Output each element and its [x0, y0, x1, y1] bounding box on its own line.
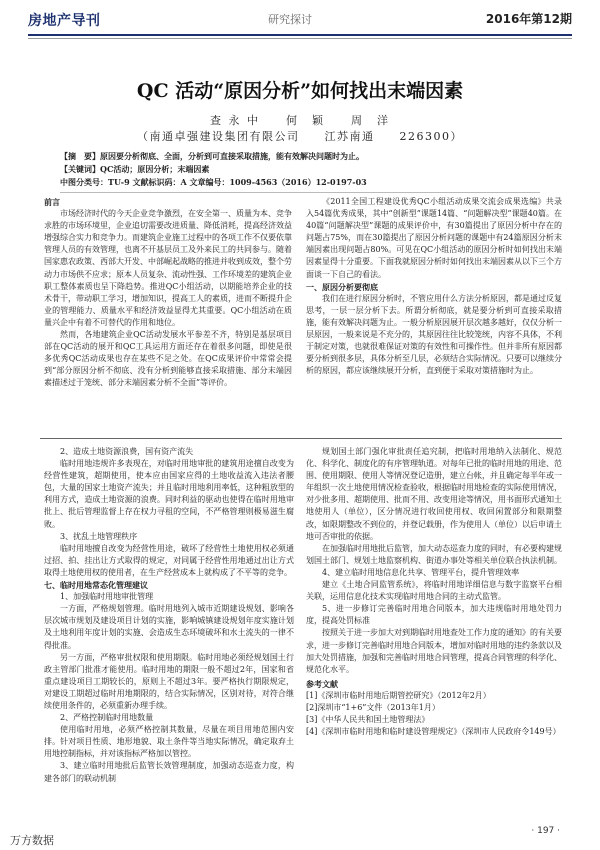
page-header: [28, 0, 572, 36]
paragraph: 使用临时用地，必须严格控制其数量，尽量在项目用地范围内安排。针对项目性质、地形地貌、取土条件等当地实际情况，确定取弃土用地控制指标，并对该指标严格加以管控。: [44, 725, 294, 759]
paragraph: 2、造成土地资源浪费，国有资产流失: [60, 447, 194, 456]
paragraph: 1、加强临时用地审批管理: [60, 592, 154, 602]
references-title: 参考文献: [306, 678, 338, 689]
body-column-2: [306, 196, 562, 440]
abstract-text: 原因要分析彻底、全面，分析到可直接采取措施，能有效解决问题时为止。: [100, 151, 364, 161]
section-divider: [40, 438, 562, 439]
reference-item: [4]《深圳市临时用地和临时建设管理规定》（深圳市人民政府令149号）: [306, 727, 561, 737]
article-affiliation: （南通卓强建设集团有限公司 江苏南通 226300）: [137, 130, 463, 143]
references-list: [306, 690, 562, 738]
page-number: · 197 ·: [531, 826, 560, 836]
meta-rule: [60, 192, 540, 193]
header-rule: [28, 34, 572, 36]
paragraph: 一方面，严格规划管理。临时用地列入城市近期建设规划、影响各层次城市规划及建设项目计划的实施，影响城镇建设规划年度实施计划及土地利用年度计划的实施、会造成生态环境破坏和水土流失的一律不得批准。: [44, 604, 294, 650]
paragraph: 市场经济时代的今天企业竞争激烈，在安全第一、质量为本、竞争求胜的市场环境里，企业追切需要改进质量、降低消耗，提高经济效益增强综合实力和竞争力。而建筑企业施工过程中的各项工作不仅要依靠管理人员的有效管理，也离不开基层员工及外来民工的共同参与。随着国家惠农政策、西部大开发、中部崛起战略的推进并收到成效，整个劳动力市场供不应求；原本人员复杂、流动性强、工作环境差的建筑企业职工整体素质也呈下降趋势。推进QC小组活动，以期能培养企业的技术骨干，带动职工学习，增加知识，提高工人的素质，进而不断提升企业的管理能力、质量水平和经济效益显得尤其重要。QC小组活动在质量兴企中有着不可替代的作用和地位。: [44, 209, 292, 327]
article-authors: 查 永 中 何 颖 周 洋: [210, 114, 390, 127]
paragraph: 然而，各地建筑企业QC活动发展水平参差不齐，特别是基层项目部在QC活动的展开和QC工具运用方面还存在着很多问题，即使是很多优秀QC活动成果也存在某些不足之处。在QC成果评价中常常会提到“部分原因分析不彻底、没有分析到能够直接采取措施、部分末端因素描述过于笼统、部分末端因素分析不全面”等评价。: [44, 330, 292, 388]
section-heading: 一、原因分析要彻底: [306, 281, 378, 292]
paragraph: 4、建立临时用地信息化共享、管理平台，提升管理效率: [322, 567, 520, 577]
classification: 中图分类号：TU-9 文献标识码：A 文章编号：1009-4563（2016）12-0197-03: [60, 177, 367, 187]
paragraph: 5、进一步修订完善临时用地合同版本，加大违规临时用地处罚力度，提高处罚标准: [306, 604, 562, 626]
col4-body: [306, 446, 562, 676]
article-title: QC 活动“原因分析”如何找出末端因素: [136, 80, 464, 102]
footer-watermark: 万方数据: [10, 834, 54, 847]
journal-logo: 房地产导刊: [28, 13, 101, 29]
paragraph: 3、扰乱土地管理秩序: [60, 531, 138, 541]
body-column-3: [44, 446, 294, 808]
issue-number: 2016年第12期: [485, 12, 572, 26]
keywords: [60, 163, 540, 176]
paragraph: 在加强临时用地批后监管，加大动态巡查力度的同时，有必要构建规划国土部门、规划土地监察机构、街道办事处等相关单位联合执法机制。: [306, 543, 562, 565]
body-column-1: [44, 196, 292, 440]
section-name: 研究探讨: [268, 13, 312, 26]
keywords-text: QC活动；原因分析；末端因素: [100, 164, 210, 174]
paragraph: 《2011全国工程建设优秀QC小组活动成果交流会成果选编》共录入54篇优秀成果，其中“创新型”课题14篇、“问题解决型”课题40篇。在40篇“问题解决型”课题的成果评价中，有30篇提出了原因分析中存在的问题占75%，而在30篇提出了原因分析问题的课题中有24篇原因分析末端因素出现问题占80%。可见在QC小组活动的原因分析时如何找出末端因素显得十分重要。下面我就原因分析时如何找出末端因素从以下三个方面谈一下自己的看法。: [306, 197, 562, 279]
paragraph: 规划国土部门强化审批责任追究制，把临时用地纳入法制化、规范化、科学化、制度化的有序管理轨道。对每年已批的临时用地的用途、范围、使用期限、使用人等情况登记造册，建立台帐，并且确定每半年或一年组织一次土地使用情况检查验收，根据临时用地检查的实际使用情况，对少批多用、超期使用、批而不用、改变用途等情况，用书面形式通知土地使用人（单位），区分情况进行收回使用权、收回闲置部分和限期整改，如限期整改不到位的，并登记载册，作为使用人（单位）以后申请土地可否审批的依据。: [306, 447, 562, 541]
keywords-label: 【关键词】: [60, 164, 100, 174]
reference-item: [2]深圳市“1+6”文件（2013年1月）: [306, 702, 440, 712]
abstract-label: 【摘 要】: [60, 151, 100, 161]
paragraph: 按照关于进一步加大对到期临时用地查处工作力度的通知》的有关要求，进一步修订完善临时用地合同版本，增加对临时用地的违约条款以及加大处罚措施，加强和完善临时用地合同管理，提高合同管理的科学化、规范化水平。: [306, 628, 562, 674]
paragraph: 另一方面，严格审批权限和使用期限。临时用地必须经规划国土行政主管部门批准才能使用。临时用地的期限一般不超过2年，国家和省重点建设项目工期较长的，原则上不超过3年。要严格执行期限规定，对建设工期超过临时用地期限的，结合实际情况，区别对待，对符合继续使用条件的，必须重新办理手续。: [44, 652, 294, 710]
paragraph: 临时用地擅自改变为经营性用途，破坏了经营性土地使用权必须通过招、拍、挂出让方式取得的规定，对同属于经营性用地通过出让方式取得土地使用权的使用者，在生产经营成本上就构成了不平等的竞争。: [44, 543, 294, 577]
paragraph: 3、建立临时用地批后监管长效管理制度，加强动态巡查力度，构建各部门的联动机制: [44, 761, 294, 783]
paragraph: 我们在进行原因分析时，不管应用什么方法分析原因，都是通过反复思考，一层一层分析下去。所谓分析彻底，就是要分析到可直接采取措施，能有效解决问题为止。一般分析原因展开层次越多越好，仅仅分析一层原因，一般来说是不充分的，其原因往往比较笼统，内容不具体，不利于制定对策，也就很难保证对策的有效性和可操作性。但并非所有原因都要分析到很多层，具体分析至几层，必须结合实际情况。只要可以继续分析的原因，都应该继续展开分析，直到便于采取对策措施时为止。: [306, 293, 562, 376]
paragraph: 建立《土地合同监管系统》，将临时用地详细信息与数字监察平台相关联，运用信息化技术实现临时用地合同的主动式监管。: [306, 580, 562, 602]
article-meta: [60, 150, 540, 188]
body-column-4: [306, 446, 562, 816]
paragraph: 临时用地违规许多表现在，对临时用地审批的建筑用途擅自改变为经营性建筑，超期使用，使本应由国家应得的土地收益流入违法者腰包，大量的国家土地资产流失；并且临时用地利用率低，这种粗放型的利用方式，造成土地资源的浪费。同时利益的驱动也使得在临时用地审批上、批后管理监督上存在权力寻租的空间，不严格管理则极易滋生腐败。: [44, 459, 294, 529]
reference-item: [3]《中华人民共和国土地管理法》: [306, 715, 430, 725]
header-rule-thin: [28, 38, 572, 39]
paragraph: 2、严格控制临时用地数量: [60, 713, 154, 723]
section-heading: 七、临时用地常态化管理建议: [44, 580, 148, 591]
abstract: [60, 150, 540, 163]
reference-item: [1]《深圳市临时用地后期管控研究》（2012年2月）: [306, 690, 491, 700]
references: [306, 678, 562, 738]
section-heading: 前言: [44, 197, 60, 207]
